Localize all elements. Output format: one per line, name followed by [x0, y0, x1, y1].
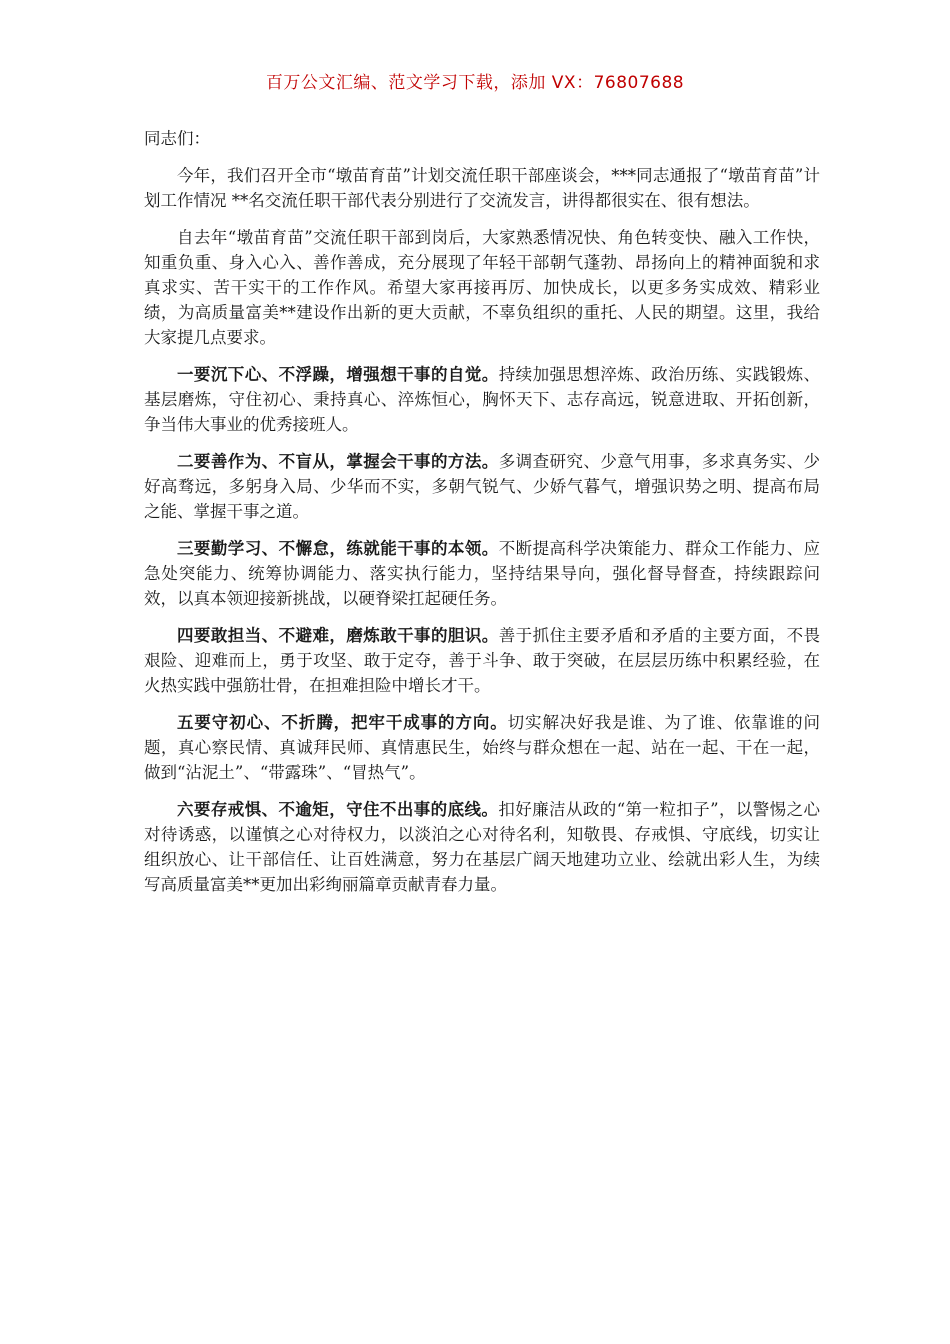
paragraph	[144, 536, 820, 611]
paragraph	[144, 163, 820, 213]
paragraph-text: 扣好廉洁从政的“第一粒扣子”，以警惕之心对待诱惑，以谨慎之心对待权力，以淡泊之心对待名利，知敬畏、存戒惧、守底线，切实让组织放心、让干部信任、让百姓满意，努力在基层广阔天地建功立业、绘就出彩人生，为续写高质量富美**更加出彩绚丽篇章贡献青春力量。	[144, 800, 820, 894]
paragraph-text: 善于抓住主要矛盾和矛盾的主要方面，不畏艰险、迎难而上，勇于攻坚、敢于定夺，善于斗争、敢于突破，在层层历练中积累经验，在火热实践中强筋壮骨，在担难担险中增长才干。	[144, 626, 821, 695]
paragraph-lead: 二要善作为、不盲从，掌握会干事的方法。	[177, 452, 499, 471]
paragraph-text: 切实解决好我是谁、为了谁、依靠谁的问题，真心察民情、真诚拜民师、真情惠民生，始终与群众想在一起、站在一起、干在一起，做到“沾泥土”、“带露珠”、“冒热气”。	[144, 713, 821, 782]
salutation: 同志们：	[144, 129, 210, 148]
paragraph-text: 自去年“墩苗育苗”交流任职干部到岗后，大家熟悉情况快、角色转变快、融入工作快，知重负重、身入心入、善作善成，充分展现了年轻干部朝气蓬勃、昂扬向上的精神面貌和求真求实、苦干实干的工作作风。希望大家再接再厉、加快成长，以更多务实成效、精彩业绩，为高质量富美**建设作出新的更大贡献，不辜负组织的重托、人民的期望。这里，我给大家提几点要求。	[144, 228, 820, 347]
paragraph-text: 持续加强思想淬炼、政治历练、实践锻炼、基层磨炼，守住初心、秉持真心、淬炼恒心，胸怀天下、志存高远，锐意进取、开拓创新，争当伟大事业的优秀接班人。	[144, 365, 821, 434]
paragraph-text: 不断提高科学决策能力、群众工作能力、应急处突能力、统筹协调能力、落实执行能力，坚持结果导向，强化督导督查，持续跟踪问效，以真本领迎接新挑战，以硬脊梁扛起硬任务。	[144, 539, 821, 608]
paragraph-lead: 六要存戒惧、不逾矩，守住不出事的底线。	[177, 800, 499, 819]
paragraph-text: 今年，我们召开全市“墩苗育苗”计划交流任职干部座谈会，***同志通报了“墩苗育苗”计划工作情况 **名交流任职干部代表分别进行了交流发言，讲得都很实在、很有想法。	[144, 166, 820, 210]
paragraph-text: 多调查研究、少意气用事，多求真务实、少好高骛远，多躬身入局、少华而不实，多朝气锐气、少娇气暮气，增强识势之明、提高布局之能、掌握干事之道。	[144, 452, 821, 521]
paragraph	[144, 797, 820, 897]
paragraph-lead: 三要勤学习、不懈怠，练就能干事的本领。	[177, 539, 499, 558]
paragraph-lead: 四要敢担当、不避难，磨炼敢干事的胆识。	[177, 626, 499, 645]
paragraph	[144, 449, 820, 524]
paragraph-lead: 一要沉下心、不浮躁，增强想干事的自觉。	[177, 365, 499, 384]
header-banner: 百万公文汇编、范文学习下载，添加 VX：76807688	[265, 73, 685, 93]
paragraph	[144, 362, 820, 437]
paragraph-lead: 五要守初心、不折腾，把牢干成事的方向。	[177, 713, 508, 732]
paragraph	[144, 623, 820, 698]
paragraph	[144, 225, 820, 350]
paragraph	[144, 710, 820, 785]
document-body	[144, 126, 820, 909]
